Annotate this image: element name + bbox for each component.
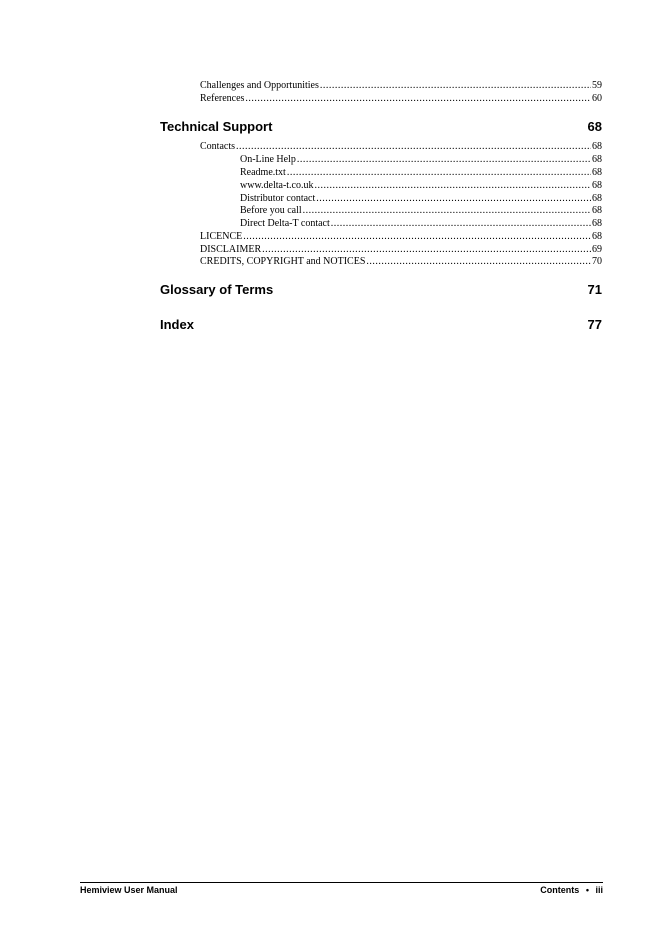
footer-bullet: • xyxy=(585,885,589,895)
toc-entry-page: 68 xyxy=(592,193,602,204)
toc-entry[interactable] xyxy=(200,93,602,105)
toc-entry[interactable] xyxy=(200,80,602,92)
toc-entry[interactable] xyxy=(240,167,602,179)
toc-section-technical-support[interactable] xyxy=(160,119,602,135)
toc-entry[interactable] xyxy=(200,231,602,243)
toc-entry-page: 60 xyxy=(592,93,602,104)
section-title: Glossary of Terms xyxy=(160,282,274,297)
leader-dots xyxy=(331,218,591,230)
footer-page-number: iii xyxy=(595,885,603,895)
toc-entry[interactable] xyxy=(240,193,602,205)
toc-entry-label: Contacts xyxy=(200,141,235,152)
toc-entry[interactable] xyxy=(200,141,602,153)
toc-entry-label: LICENCE xyxy=(200,231,243,242)
toc-entry-page: 59 xyxy=(592,80,602,91)
toc-entry-label: On-Line Help xyxy=(240,154,296,165)
leader-dots xyxy=(366,256,591,268)
toc-entry-label: Readme.txt xyxy=(240,167,286,178)
leader-dots xyxy=(236,141,591,153)
leader-dots xyxy=(297,154,591,166)
leader-dots xyxy=(243,231,591,243)
section-title: Index xyxy=(160,317,194,332)
toc-entry-page: 68 xyxy=(592,167,602,178)
toc-section-index[interactable] xyxy=(160,317,602,333)
leader-dots xyxy=(245,93,591,105)
toc-entry-label: References xyxy=(200,93,245,104)
toc-entry[interactable] xyxy=(240,205,602,217)
toc-entry-label: Direct Delta-T contact xyxy=(240,218,330,229)
footer-section-label: Contents xyxy=(540,885,580,895)
footer-page-label xyxy=(540,885,603,896)
toc-entry-page: 68 xyxy=(592,231,602,242)
toc-entry[interactable] xyxy=(200,256,602,268)
toc-entry[interactable] xyxy=(200,244,602,256)
toc-entry-label: www.delta-t.co.uk xyxy=(240,180,314,191)
leader-dots xyxy=(320,80,591,92)
toc-entry-page: 68 xyxy=(592,154,602,165)
section-page: 68 xyxy=(587,119,602,134)
toc-section-glossary[interactable] xyxy=(160,282,602,298)
toc-entry-page: 69 xyxy=(592,244,602,255)
toc-entry-label: DISCLAIMER xyxy=(200,244,262,255)
toc-entry-label: CREDITS, COPYRIGHT and NOTICES xyxy=(200,256,366,267)
toc-entry[interactable] xyxy=(240,218,602,230)
section-page: 77 xyxy=(587,317,602,332)
toc-entry-label: Before you call xyxy=(240,205,302,216)
toc-entry-label: Challenges and Opportunities xyxy=(200,80,319,91)
leader-dots xyxy=(287,167,591,179)
toc-entry-page: 68 xyxy=(592,141,602,152)
toc-entry[interactable] xyxy=(240,180,602,192)
footer-rule xyxy=(80,882,603,883)
leader-dots xyxy=(316,193,591,205)
section-page: 71 xyxy=(587,282,602,297)
toc-entry-page: 68 xyxy=(592,218,602,229)
leader-dots xyxy=(262,244,591,256)
section-title: Technical Support xyxy=(160,119,273,134)
toc-entry-label: Distributor contact xyxy=(240,193,316,204)
toc-entry-page: 68 xyxy=(592,180,602,191)
toc-entry[interactable] xyxy=(240,154,602,166)
leader-dots xyxy=(315,180,592,192)
footer-manual-title: Hemiview User Manual xyxy=(80,885,178,895)
toc-entry-page: 70 xyxy=(592,256,602,267)
leader-dots xyxy=(303,205,591,217)
toc-entry-page: 68 xyxy=(592,205,602,216)
